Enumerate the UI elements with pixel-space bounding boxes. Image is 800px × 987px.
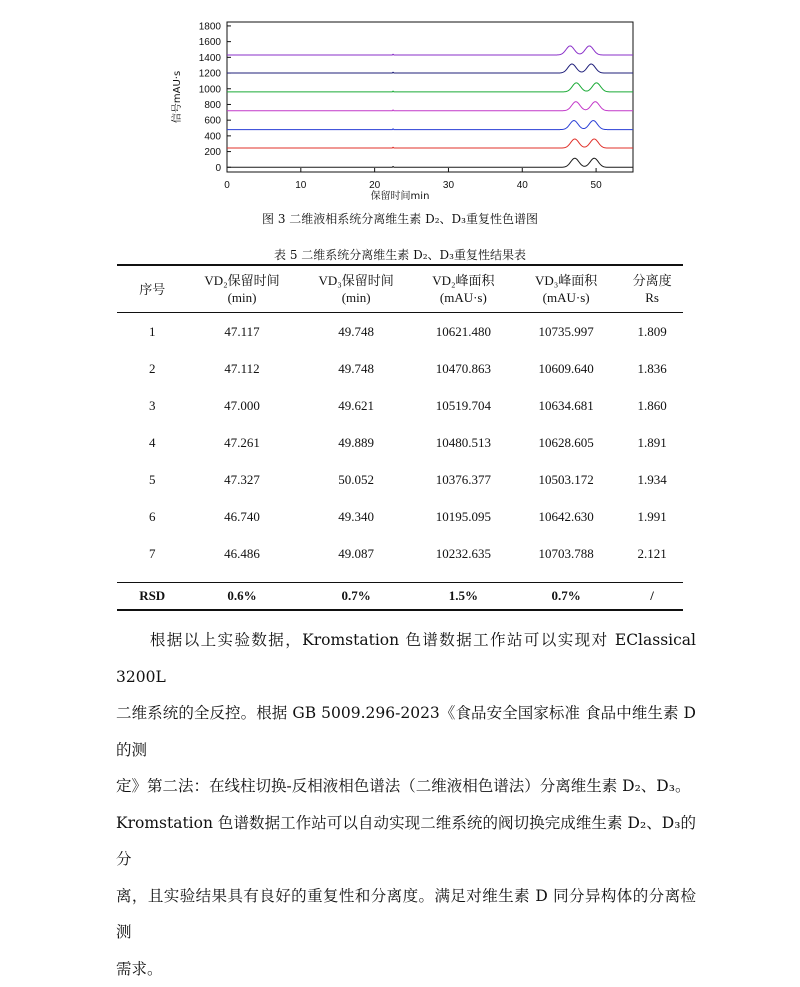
y-axis-label: 信号mAU·s [170,71,183,123]
cell: 10642.630 [511,498,621,535]
table-row [117,350,683,387]
cell: 10480.513 [416,424,512,461]
cell: 46.486 [187,535,296,572]
cell: 10195.095 [416,498,512,535]
header-vd2-rt: VD₂保留时间 (min) [187,265,296,313]
cell: 1.934 [621,461,683,498]
x-tick-label: 10 [295,180,307,191]
series-line [227,139,633,148]
cell: / [621,583,683,611]
cell: 47.261 [187,424,296,461]
y-tick-label: 1200 [199,69,222,80]
cell: 5 [117,461,187,498]
cell: 47.117 [187,313,296,351]
cell: 0.6% [187,583,296,611]
cell: 47.000 [187,387,296,424]
cell: 1.860 [621,387,683,424]
y-tick-label: 1000 [199,84,222,95]
cell: 49.748 [297,350,416,387]
header-resolution: 分离度 Rs [621,265,683,313]
cell: 10503.172 [511,461,621,498]
cell: 1.5% [416,583,512,611]
cell: 4 [117,424,187,461]
series-line [227,46,633,55]
table-summary-row [117,583,683,611]
x-tick-label: 0 [224,180,230,191]
table-header-row [117,265,683,313]
chromatogram-figure [0,0,800,205]
table-caption: 表 5 二维系统分离维生素 D₂、D₃重复性结果表 [0,246,800,263]
cell: 49.748 [297,313,416,351]
paragraph-line: 需求。 [116,951,696,987]
y-tick-label: 0 [215,163,221,174]
x-tick-label: 40 [517,180,529,191]
cell: 1 [117,313,187,351]
cell: 47.112 [187,350,296,387]
cell: 1.836 [621,350,683,387]
cell: 2.121 [621,535,683,572]
table-row [117,424,683,461]
table-row [117,387,683,424]
cell: 1.809 [621,313,683,351]
cell: 50.052 [297,461,416,498]
body-paragraph [116,622,696,987]
chromatogram-chart [0,0,800,205]
y-tick-label: 1600 [199,37,222,48]
header-vd2-area: VD₂峰面积 (mAU·s) [416,265,512,313]
cell: 1.991 [621,498,683,535]
x-axis-label: 保留时间min [371,189,430,202]
paragraph-line: 离，且实验结果具有良好的重复性和分离度。满足对维生素 D 同分异构体的分离检测 [116,878,696,951]
figure-caption: 图 3 二维液相系统分离维生素 D₂、D₃重复性色谱图 [0,210,800,227]
y-tick-label: 400 [204,131,221,142]
x-tick-label: 30 [443,180,455,191]
y-tick-label: 200 [204,147,221,158]
x-tick-label: 20 [369,180,381,191]
results-table [117,264,683,611]
cell: 7 [117,535,187,572]
x-tick-label: 50 [591,180,603,191]
cell: 10519.704 [416,387,512,424]
cell: 10609.640 [511,350,621,387]
cell: 10703.788 [511,535,621,572]
cell: 10634.681 [511,387,621,424]
y-tick-label: 600 [204,116,221,127]
cell: 6 [117,498,187,535]
cell: 10621.480 [416,313,512,351]
cell: RSD [117,583,187,611]
series-line [227,158,633,167]
cell: 47.327 [187,461,296,498]
y-tick-label: 1800 [199,21,222,32]
cell: 0.7% [297,583,416,611]
cell: 10470.863 [416,350,512,387]
table-row [117,461,683,498]
cell: 46.740 [187,498,296,535]
header-vd3-rt: VD₃保留时间 (min) [297,265,416,313]
cell: 49.087 [297,535,416,572]
paragraph-line: 二维系统的全反控。根据 GB 5009.296-2023《食品安全国家标准 食品中维生素 D 的测 [116,695,696,768]
series-line [227,83,633,92]
series-line [227,121,633,130]
paragraph-line: Kromstation 色谱数据工作站可以自动实现二维系统的阀切换完成维生素 D₂、D₃的分 [116,805,696,878]
header-vd3-area: VD₃峰面积 (mAU·s) [511,265,621,313]
cell: 49.889 [297,424,416,461]
header-index: 序号 [117,265,187,313]
table-row [117,535,683,572]
series-line [227,102,633,111]
cell: 10628.605 [511,424,621,461]
plot-frame [227,22,633,172]
y-tick-label: 1400 [199,53,222,64]
cell: 10376.377 [416,461,512,498]
paragraph-line: 定》第二法：在线柱切换-反相液相色谱法（二维液相色谱法）分离维生素 D₂、D₃。 [116,768,696,805]
cell: 10232.635 [416,535,512,572]
paragraph-line: 根据以上实验数据，Kromstation 色谱数据工作站可以实现对 EClassical 3200L [116,622,696,695]
cell: 3 [117,387,187,424]
cell: 0.7% [511,583,621,611]
cell: 1.891 [621,424,683,461]
y-tick-label: 800 [204,100,221,111]
table-row [117,498,683,535]
cell: 2 [117,350,187,387]
table-row [117,313,683,351]
cell: 49.621 [297,387,416,424]
cell: 10735.997 [511,313,621,351]
series-line [227,64,633,73]
cell: 49.340 [297,498,416,535]
